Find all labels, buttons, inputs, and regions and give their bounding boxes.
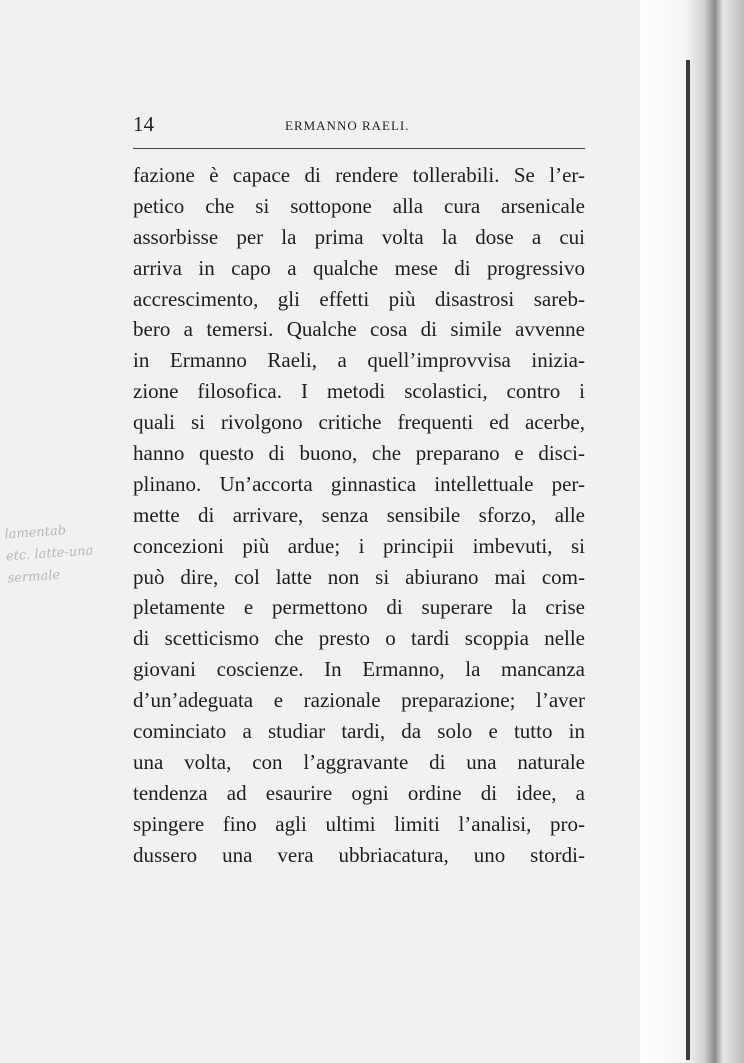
spine-shadow	[686, 60, 690, 1060]
text-line: concezioni più ardue; i principii imbevuti, si	[133, 533, 585, 558]
book-spine	[640, 0, 744, 1063]
page-number: 14	[133, 112, 154, 136]
text-line: spingere fino agli ultimi limiti l’analisi, pro-	[133, 811, 585, 836]
header-rule	[133, 148, 585, 149]
body-text	[133, 160, 585, 870]
margin-note-line: sermale	[7, 567, 61, 587]
handwritten-margin-note	[4, 516, 136, 591]
text-line: una volta, con l’aggravante di una naturale	[133, 749, 585, 774]
text-line: d’un’adeguata e razionale preparazione; l’aver	[133, 688, 585, 713]
text-line: bero a temersi. Qualche cosa di simile avvenne	[133, 317, 585, 342]
text-line: zione filosofica. I metodi scolastici, contro i	[133, 379, 585, 404]
text-line: in Ermanno Raeli, a quell’improvvisa inizia-	[133, 348, 585, 373]
text-line: può dire, col latte non si abiurano mai com-	[133, 564, 585, 589]
text-line: di scetticismo che presto o tardi scoppia nelle	[133, 626, 585, 651]
margin-note-line: lamentab	[4, 523, 67, 543]
text-line: arriva in capo a qualche mese di progressivo	[133, 255, 585, 280]
text-line: cominciato a studiar tardi, da solo e tutto in	[133, 719, 585, 744]
text-line: tendenza ad esaurire ogni ordine di idee, a	[133, 780, 585, 805]
margin-note-line: etc. latte-una	[5, 543, 94, 565]
text-line: plinano. Un’accorta ginnastica intellettuale per-	[133, 471, 585, 496]
text-line: hanno questo di buono, che preparano e disci-	[133, 441, 585, 466]
page-header	[133, 112, 585, 140]
text-line: dussero una vera ubbriacatura, uno stordi-	[133, 842, 585, 867]
text-line: fazione è capace di rendere tollerabili. Se l’er-	[133, 163, 585, 187]
running-title: ERMANNO RAELI.	[285, 118, 410, 133]
text-line: assorbisse per la prima volta la dose a cui	[133, 224, 585, 249]
text-line: accrescimento, gli effetti più disastrosi sareb-	[133, 286, 585, 311]
text-line: giovani coscienze. In Ermanno, la mancanza	[133, 657, 585, 682]
text-line: mette di arrivare, senza sensibile sforzo, alle	[133, 502, 585, 527]
text-line: petico che si sottopone alla cura arsenicale	[133, 193, 585, 218]
text-line: quali si rivolgono critiche frequenti ed acerbe,	[133, 410, 585, 435]
text-line: pletamente e permettono di superare la crise	[133, 595, 585, 620]
